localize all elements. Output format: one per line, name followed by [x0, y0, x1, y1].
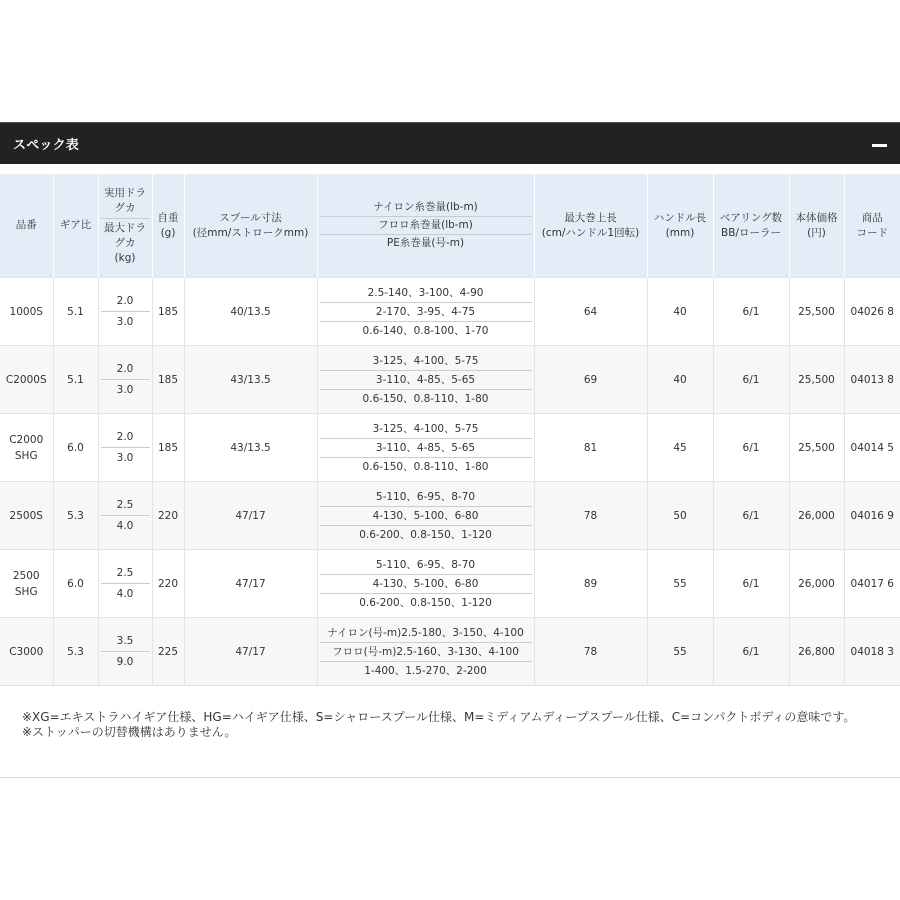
cell-model: C2000S	[0, 346, 53, 414]
cell-spool: 47/17	[184, 482, 317, 550]
cell-gear: 5.3	[53, 482, 98, 550]
header-line-fluoro: フロロ糸巻量(lb-m)	[378, 219, 473, 231]
header-spool	[184, 174, 317, 278]
cell-gear: 5.3	[53, 618, 98, 686]
header-handle	[647, 174, 713, 278]
header-gear: ギア比	[53, 174, 98, 278]
cell-price: 26,000	[789, 482, 844, 550]
cell-code: 04014 5	[844, 414, 900, 482]
spec-panel	[0, 122, 900, 778]
header-code	[844, 174, 900, 278]
header-weight-unit: (g)	[160, 226, 176, 239]
cell-drag: 3.5 9.0	[98, 618, 152, 686]
cell-weight: 220	[152, 482, 184, 550]
cell-handle: 40	[647, 346, 713, 414]
header-model: 品番	[0, 174, 53, 278]
cell-model: 2500S	[0, 482, 53, 550]
cell-price: 26,000	[789, 550, 844, 618]
cell-handle: 55	[647, 618, 713, 686]
cell-model: C2000 SHG	[0, 414, 53, 482]
cell-line: ナイロン(号-m)2.5-180、3-150、4-100 フロロ(号-m)2.5-160、3-130、4-100 1-400、1.5-270、2-200	[317, 618, 534, 686]
cell-drag: 2.0 3.0	[98, 414, 152, 482]
cell-price: 25,500	[789, 346, 844, 414]
cell-gear: 5.1	[53, 278, 98, 346]
header-drag-max: 最大ドラグカ	[104, 221, 146, 249]
cell-code: 04013 8	[844, 346, 900, 414]
header-drag	[98, 174, 152, 278]
header-spool-label: スプール寸法	[219, 211, 282, 224]
cell-price: 25,500	[789, 278, 844, 346]
panel-title: スペック表	[13, 138, 80, 153]
cell-bearing: 6/1	[713, 550, 789, 618]
panel-header	[0, 122, 900, 164]
cell-spool: 43/13.5	[184, 414, 317, 482]
cell-drag: 2.5 4.0	[98, 550, 152, 618]
header-weight-label: 自重	[157, 211, 179, 224]
table-row	[0, 482, 900, 550]
header-drag-practical: 実用ドラグカ	[104, 186, 146, 214]
cell-code: 04017 6	[844, 550, 900, 618]
table-row	[0, 618, 900, 686]
header-spool-unit: (径mm/ストロークmm)	[192, 226, 309, 239]
header-bearing-label: ベアリング数	[719, 211, 783, 224]
cell-drag: 2.0 3.0	[98, 346, 152, 414]
cell-retrieve: 78	[534, 482, 647, 550]
cell-spool: 40/13.5	[184, 278, 317, 346]
notes	[22, 710, 882, 740]
header-line	[317, 174, 534, 278]
cell-drag: 2.0 3.0	[98, 278, 152, 346]
cell-model: 2500 SHG	[0, 550, 53, 618]
header-retrieve-unit: (cm/ハンドル1回転)	[541, 226, 640, 239]
cell-weight: 185	[152, 414, 184, 482]
cell-retrieve: 64	[534, 278, 647, 346]
header-line-nylon: ナイロン糸巻量(lb-m)	[373, 201, 478, 213]
cell-spool: 47/17	[184, 618, 317, 686]
cell-weight: 185	[152, 278, 184, 346]
cell-handle: 55	[647, 550, 713, 618]
cell-gear: 6.0	[53, 414, 98, 482]
cell-weight: 185	[152, 346, 184, 414]
minus-icon[interactable]	[870, 138, 890, 152]
cell-gear: 6.0	[53, 550, 98, 618]
cell-handle: 40	[647, 278, 713, 346]
cell-retrieve: 78	[534, 618, 647, 686]
header-line-pe: PE糸巻量(号-m)	[386, 237, 465, 249]
note-item: ※ストッパーの切替機構はありません。	[22, 725, 237, 739]
header-weight	[152, 174, 184, 278]
cell-retrieve: 69	[534, 346, 647, 414]
cell-code: 04016 9	[844, 482, 900, 550]
cell-handle: 45	[647, 414, 713, 482]
table-row	[0, 414, 900, 482]
cell-line: 2.5-140、3-100、4-90 2-170、3-95、4-75 0.6-140、0.8-100、1-70	[317, 278, 534, 346]
header-handle-unit: (mm)	[665, 226, 695, 239]
header-code-label: 商品	[861, 211, 883, 224]
cell-spool: 47/17	[184, 550, 317, 618]
table-row	[0, 550, 900, 618]
cell-line: 3-125、4-100、5-75 3-110、4-85、5-65 0.6-150、0.8-110、1-80	[317, 414, 534, 482]
cell-code: 04026 8	[844, 278, 900, 346]
cell-retrieve: 81	[534, 414, 647, 482]
cell-price: 26,800	[789, 618, 844, 686]
cell-spool: 43/13.5	[184, 346, 317, 414]
note-item: ※XG=エキストラハイギア仕様、HG=ハイギア仕様、S=シャロースプール仕様、M=ミディアムディープスプール仕様、C=コンパクトボディの意味です。	[22, 710, 856, 724]
header-retrieve	[534, 174, 647, 278]
header-bearing-unit: BB/ローラー	[721, 226, 781, 239]
header-price	[789, 174, 844, 278]
header-code-unit: コード	[856, 226, 888, 239]
cell-retrieve: 89	[534, 550, 647, 618]
cell-code: 04018 3	[844, 618, 900, 686]
cell-line: 3-125、4-100、5-75 3-110、4-85、5-65 0.6-150、0.8-110、1-80	[317, 346, 534, 414]
header-retrieve-label: 最大巻上長	[564, 211, 617, 224]
cell-bearing: 6/1	[713, 414, 789, 482]
cell-handle: 50	[647, 482, 713, 550]
header-handle-label: ハンドル長	[653, 211, 707, 224]
table-header-row	[0, 174, 900, 278]
cell-weight: 225	[152, 618, 184, 686]
cell-bearing: 6/1	[713, 346, 789, 414]
spec-table	[0, 174, 900, 686]
table-row	[0, 346, 900, 414]
cell-price: 25,500	[789, 414, 844, 482]
header-price-unit: (円)	[807, 226, 826, 239]
header-drag-unit: (kg)	[114, 251, 136, 264]
cell-bearing: 6/1	[713, 278, 789, 346]
header-price-label: 本体価格	[795, 211, 838, 224]
cell-weight: 220	[152, 550, 184, 618]
cell-gear: 5.1	[53, 346, 98, 414]
header-bearing	[713, 174, 789, 278]
cell-bearing: 6/1	[713, 618, 789, 686]
cell-bearing: 6/1	[713, 482, 789, 550]
table-row	[0, 278, 900, 346]
cell-line: 5-110、6-95、8-70 4-130、5-100、6-80 0.6-200、0.8-150、1-120	[317, 550, 534, 618]
cell-model: 1000S	[0, 278, 53, 346]
cell-line: 5-110、6-95、8-70 4-130、5-100、6-80 0.6-200、0.8-150、1-120	[317, 482, 534, 550]
cell-model: C3000	[0, 618, 53, 686]
cell-drag: 2.5 4.0	[98, 482, 152, 550]
